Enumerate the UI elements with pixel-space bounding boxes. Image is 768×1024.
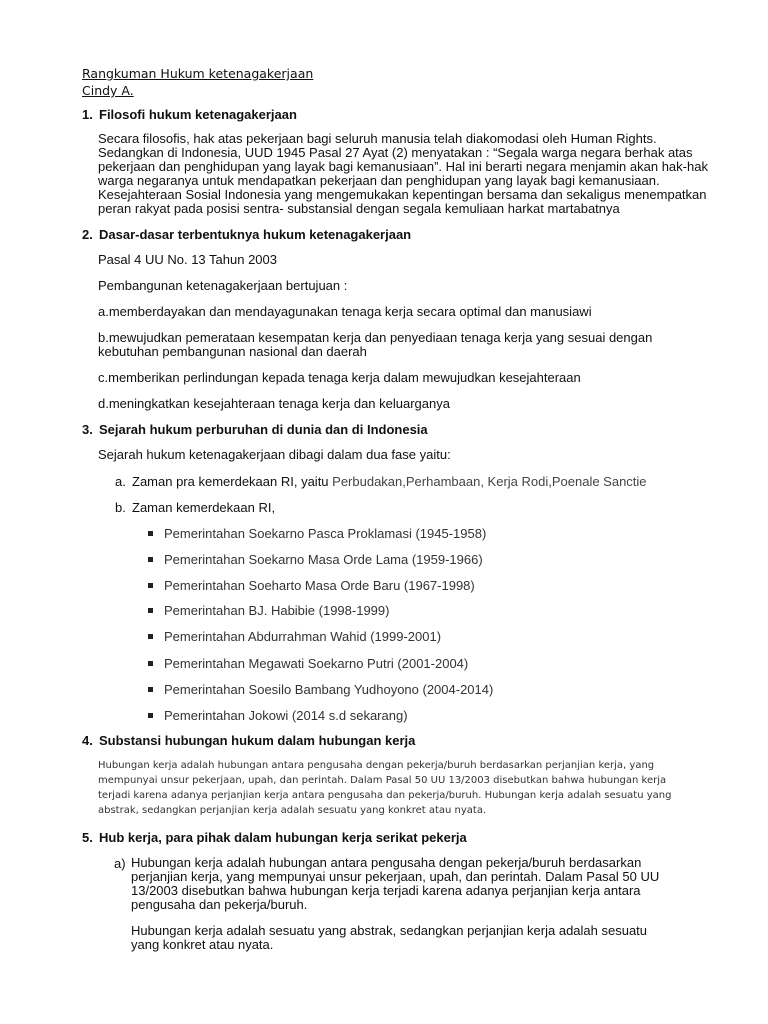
section-3-heading (82, 422, 428, 437)
section-2-law: Pasal 4 UU No. 13 Tahun 2003 (98, 252, 277, 267)
bullet-square-icon (148, 634, 153, 639)
bullet-square-icon (148, 713, 153, 718)
section-5-number: 5. (82, 830, 93, 845)
section-2-number: 2. (82, 227, 93, 242)
section-4-heading (82, 733, 415, 748)
section-1-number: 1. (82, 107, 93, 122)
section-4-title: Substansi hubungan hukum dalam hubungan kerja (99, 733, 416, 748)
section-3-item-b-label: b. (115, 500, 126, 515)
section-5-heading (82, 830, 467, 845)
bullet-square-icon (148, 687, 153, 692)
bullet-text: Pemerintahan Jokowi (2014 s.d sekarang) (164, 708, 408, 723)
section-3-item-b-text: Zaman kemerdekaan RI, (132, 500, 276, 515)
bullet-text: Pemerintahan Soesilo Bambang Yudhoyono (2004-2014) (164, 682, 494, 697)
section-2-title: Dasar-dasar terbentuknya hukum ketenagakerjaan (99, 227, 412, 242)
bullet-square-icon (148, 661, 153, 666)
section-4-paragraph: Hubungan kerja adalah hubungan antara pengusaha dengan pekerja/buruh berdasarkan perjanjian kerja, yang mempunyai unsur pekerjaan, upah, dan perintah. Dalam Pasal 50 UU 13/2003 disebutkan bahwa hubungan kerja terjadi karena adanya perjanjian kerja antara pengusaha dan pekerja/buruh. Hubungan kerja adalah sesuatu yang abstrak, sedangkan perjanjian kerja adalah sesuatu yang konkret atau nyata. (98, 760, 672, 816)
bullet-text: Pemerintahan Soeharto Masa Orde Baru (1967-1998) (164, 578, 475, 593)
bullet-text: Pemerintahan Abdurrahman Wahid (1999-2001) (164, 629, 442, 644)
bullet-item (148, 629, 441, 644)
bullet-item (148, 708, 408, 723)
bullet-text: Pemerintahan BJ. Habibie (1998-1999) (164, 603, 390, 618)
section-2-item-c: c.memberikan perlindungan kepada tenaga kerja dalam mewujudkan kesejahteraan (98, 370, 581, 385)
bullet-text: Pemerintahan Megawati Soekarno Putri (2001-2004) (164, 656, 469, 671)
bullet-item (148, 682, 493, 697)
section-2-heading (82, 227, 411, 242)
section-1-paragraph: Secara filosofis, hak atas pekerjaan bagi seluruh manusia telah diakomodasi oleh Human Rights. Sedangkan di Indonesia, UUD 1945 Pasal 27 Ayat (2) menyatakan : “Segala warga negara berhak atas pekerjaan dan penghidupan yang layak bagi kemanusiaan”. Hal ini berarti negara menjamin akan hak-hak warga negaranya untuk mendapatkan pekerjaan dan penghidupan yang layak bagi kemanusiaan. Kesejahteraan Sosial Indonesia yang mengemukakan kepentingan bersama dan sekaligus menempatkan peran rakyat pada posisi sentra- substansial dengan segala kemuliaan harkat martabatnya (98, 131, 708, 216)
bullet-item (148, 656, 468, 671)
section-3-item-a (115, 474, 647, 489)
section-3-number: 3. (82, 422, 93, 437)
bullet-square-icon (148, 583, 153, 588)
section-5-item-a-paragraph-2: Hubungan kerja adalah sesuatu yang abstrak, sedangkan perjanjian kerja adalah sesuatu yang konkret atau nyata. (131, 923, 648, 952)
section-3-item-b (115, 500, 275, 515)
bullet-square-icon (148, 608, 153, 613)
section-4-number: 4. (82, 733, 93, 748)
section-1-heading (82, 107, 297, 122)
section-5-item-a-label: a) (114, 856, 126, 871)
bullet-square-icon (148, 531, 153, 536)
bullet-item (148, 603, 389, 618)
bullet-item (148, 526, 486, 541)
document-title: Rangkuman Hukum ketenagakerjaan (82, 66, 314, 81)
bullet-text: Pemerintahan Soekarno Pasca Proklamasi (1945-1958) (164, 526, 487, 541)
section-3-item-a-label: a. (115, 474, 126, 489)
bullet-square-icon (148, 557, 153, 562)
document-author: Cindy A. (82, 83, 134, 98)
bullet-text: Pemerintahan Soekarno Masa Orde Lama (1959-1966) (164, 552, 483, 567)
bullet-item (148, 578, 475, 593)
section-5-item-a-paragraph-1: Hubungan kerja adalah hubungan antara pengusaha dengan pekerja/buruh berdasarkan perjanjian kerja, yang mempunyai unsur pekerjaan, upah, dan perintah. Dalam Pasal 50 UU 13/2003 disebutkan bahwa hubungan kerja terjadi karena adanya perjanjian kerja antara pengusaha dan pekerja/buruh. (131, 855, 660, 912)
bullet-item (148, 552, 483, 567)
section-3-item-a-extra: Perbudakan,Perhambaan, Kerja Rodi,Poenale Sanctie (332, 474, 647, 489)
section-2-item-a: a.memberdayakan dan mendayagunakan tenaga kerja secara optimal dan manusiawi (98, 304, 592, 319)
section-3-intro: Sejarah hukum ketenagakerjaan dibagi dalam dua fase yaitu: (98, 447, 451, 462)
section-3-item-a-text: Zaman pra kemerdekaan RI, yaitu (132, 474, 333, 489)
section-1-title: Filosofi hukum ketenagakerjaan (99, 107, 297, 122)
section-3-title: Sejarah hukum perburuhan di dunia dan di Indonesia (99, 422, 428, 437)
section-2-intro: Pembangunan ketenagakerjaan bertujuan : (98, 278, 348, 293)
section-2-item-b: b.mewujudkan pemerataan kesempatan kerja dan penyediaan tenaga kerja yang sesuai dengan kebutuhan pembangunan nasional dan daerah (98, 330, 653, 359)
section-5-title: Hub kerja, para pihak dalam hubungan kerja serikat pekerja (99, 830, 467, 845)
section-2-item-d: d.meningkatkan kesejahteraan tenaga kerja dan keluarganya (98, 396, 450, 411)
